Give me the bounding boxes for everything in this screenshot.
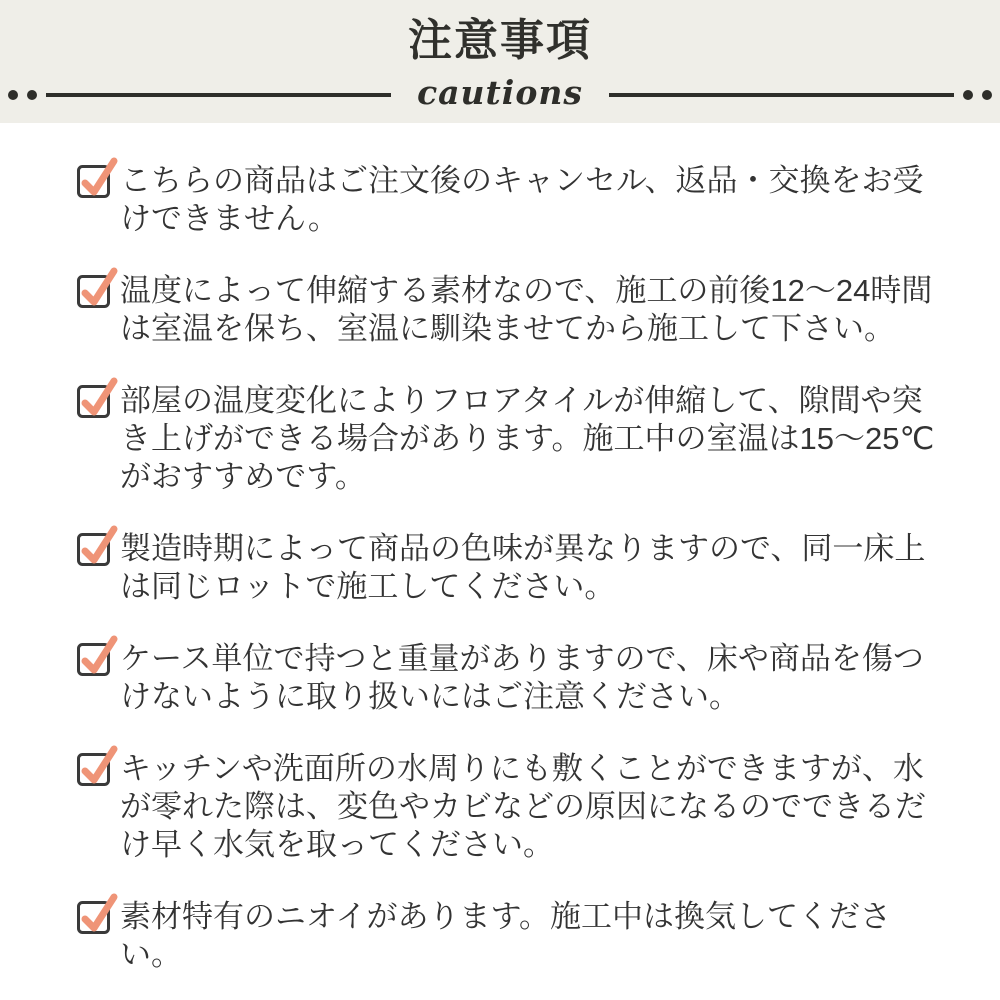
checked-checkbox-icon xyxy=(74,742,120,788)
dot-icon xyxy=(982,90,992,100)
checked-checkbox-icon xyxy=(74,374,120,420)
list-item xyxy=(74,382,938,496)
list-item xyxy=(74,272,938,348)
header xyxy=(0,0,1000,123)
checked-checkbox-icon xyxy=(74,264,120,310)
caution-text: 温度によって伸縮する素材なので、施工の前後12〜24時間は室温を保ち、室温に馴染ませてから施工して下さい。 xyxy=(120,273,933,346)
divider-line xyxy=(609,93,954,97)
cautions-list xyxy=(74,162,938,974)
checked-checkbox-icon xyxy=(74,522,120,568)
subtitle-script: cautions xyxy=(417,73,583,112)
caution-text: 素材特有のニオイがあります。施工中は換気してください。 xyxy=(120,899,891,972)
cautions-content xyxy=(0,123,1000,974)
page-title: 注意事項 xyxy=(408,16,592,65)
caution-text: ケース単位で持つと重量がありますので、床や商品を傷つけないように取り扱いにはご注意ください。 xyxy=(120,641,924,714)
caution-text: キッチンや洗面所の水周りにも敷くことができますが、水が零れた際は、変色やカビなどの原因になるのでできるだけ早く水気を取ってください。 xyxy=(120,751,926,862)
list-item xyxy=(74,898,938,974)
dot-icon xyxy=(8,90,18,100)
list-item xyxy=(74,750,938,864)
checked-checkbox-icon xyxy=(74,632,120,678)
list-item xyxy=(74,162,938,238)
caution-text: 部屋の温度変化によりフロアタイルが伸縮して、隙間や突き上げができる場合があります。施工中の室温は15〜25℃がおすすめです。 xyxy=(120,383,935,494)
divider-line xyxy=(46,93,391,97)
caution-text: 製造時期によって商品の色味が異なりますので、同一床上は同じロットで施工してください。 xyxy=(120,531,926,604)
list-item xyxy=(74,640,938,716)
checked-checkbox-icon xyxy=(74,890,120,936)
divider-right-dots xyxy=(963,90,1000,100)
checked-checkbox-icon xyxy=(74,154,120,200)
list-item xyxy=(74,530,938,606)
dot-icon xyxy=(27,90,37,100)
caution-text: こちらの商品はご注文後のキャンセル、返品・交換をお受けできません。 xyxy=(120,163,924,236)
divider xyxy=(0,75,1000,115)
divider-left-dots xyxy=(0,90,37,100)
dot-icon xyxy=(963,90,973,100)
